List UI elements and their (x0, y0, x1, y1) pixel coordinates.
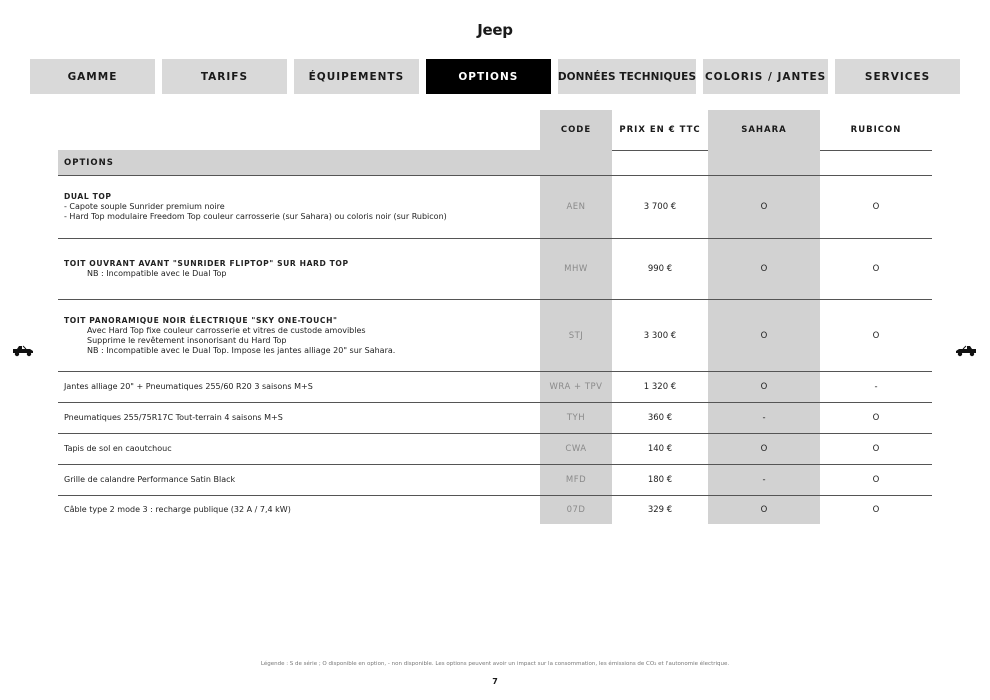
row-code: STJ (568, 330, 584, 341)
row-code: MHW (564, 264, 588, 274)
row-sahara: O (760, 382, 768, 392)
row-price: 140 € (647, 444, 673, 454)
section-shade (58, 150, 612, 175)
table-row (58, 434, 932, 464)
row-description (64, 372, 534, 402)
header-rubicon: RUBICON (850, 125, 902, 135)
jeep-vehicle-icon-right[interactable] (955, 343, 977, 357)
row-rubicon: O (872, 202, 880, 212)
header-sahara: SAHARA (741, 125, 787, 135)
tab-options[interactable]: OPTIONS (426, 59, 551, 94)
row-line: NB : Incompatible avec le Dual Top. Impose les jantes alliage 20" sur Sahara. (87, 345, 396, 355)
row-description (64, 465, 534, 495)
row-line: NB : Incompatible avec le Dual Top (87, 269, 227, 278)
row-line: Jantes alliage 20" + Pneumatiques 255/60 R20 3 saisons M+S (64, 382, 313, 391)
row-line: - Hard Top modulaire Freedom Top couleur carrosserie (sur Sahara) ou coloris noir (sur Rubicon) (64, 212, 447, 221)
table-row (58, 300, 932, 371)
section-shade-sahara (708, 150, 820, 175)
table-row (58, 496, 932, 524)
table-row (58, 372, 932, 402)
table-row (58, 465, 932, 495)
row-line: Câble type 2 mode 3 : recharge publique (32 A / 7,4 kW) (64, 505, 291, 514)
tab-tarifs[interactable]: TARIFS (162, 59, 287, 94)
row-code: TYH (566, 413, 586, 423)
row-price: 329 € (647, 505, 673, 515)
row-price: 1 320 € (643, 382, 677, 392)
row-sahara: O (760, 444, 768, 454)
row-sahara: O (760, 264, 768, 274)
table-row (58, 403, 932, 433)
brand-logo: Jeep (477, 21, 513, 39)
row-line: Grille de calandre Performance Satin Black (64, 475, 236, 484)
header-code: CODE (560, 125, 592, 135)
row-description (64, 496, 534, 524)
page-number: 7 (492, 677, 498, 686)
jeep-vehicle-icon-left[interactable] (12, 343, 34, 357)
tab-services[interactable]: SERVICES (835, 59, 960, 94)
legend-footnote: Légende : S de série ; O disponible en option, - non disponible. Les options peuvent avoir un impact sur la consommation, les émissions de CO₂ et l'autonomie électrique. (260, 661, 730, 667)
tab-gamme[interactable]: GAMME (30, 59, 155, 94)
table-row (58, 176, 932, 238)
row-description (64, 176, 534, 238)
header-price: PRIX EN € TTC (619, 125, 701, 135)
row-description (64, 239, 534, 299)
row-line: Tapis de sol en caoutchouc (64, 444, 172, 453)
row-code: MFD (565, 475, 587, 485)
row-title: TOIT OUVRANT AVANT "SUNRIDER FLIPTOP" SUR HARD TOP (64, 259, 349, 268)
row-rubicon: - (874, 382, 878, 392)
row-price: 3 300 € (643, 330, 677, 341)
row-sahara: O (760, 330, 768, 341)
tab-donnees-techniques[interactable]: DONNÉES TECHNIQUES (558, 59, 696, 94)
row-title: TOIT PANORAMIQUE NOIR ÉLECTRIQUE "SKY ONE-TOUCH" (64, 315, 338, 325)
row-code: WRA + TPV (549, 382, 603, 392)
row-rubicon: O (872, 505, 880, 515)
row-code: 07D (566, 505, 586, 515)
row-price: 360 € (647, 413, 673, 423)
row-sahara: O (760, 202, 768, 212)
row-description (64, 403, 534, 433)
section-row (58, 150, 932, 175)
row-sahara: O (760, 505, 768, 515)
row-title: DUAL TOP (64, 192, 112, 201)
row-rubicon: O (872, 413, 880, 423)
row-line: Pneumatiques 255/75R17C Tout-terrain 4 saisons M+S (64, 413, 283, 422)
row-price: 990 € (647, 264, 673, 274)
row-code: CWA (565, 444, 587, 454)
row-price: 3 700 € (643, 202, 677, 212)
tab-equipements[interactable]: ÉQUIPEMENTS (294, 59, 419, 94)
table-row (58, 239, 932, 299)
row-rubicon: O (872, 330, 880, 341)
row-code: AEN (566, 202, 586, 212)
section-label: OPTIONS (64, 157, 114, 168)
row-line: Avec Hard Top fixe couleur carrosserie et vitres de custode amovibles (87, 325, 366, 335)
row-rubicon: O (872, 264, 880, 274)
row-description (64, 300, 534, 371)
row-line: Supprime le revêtement insonorisant du Hard Top (87, 335, 287, 345)
row-sahara: - (762, 475, 766, 485)
tab-coloris-jantes[interactable]: COLORIS / JANTES (703, 59, 828, 94)
row-rubicon: O (872, 444, 880, 454)
row-line: - Capote souple Sunrider premium noire (64, 202, 225, 211)
tab-bar (30, 59, 960, 94)
row-sahara: - (762, 413, 766, 423)
row-price: 180 € (647, 475, 673, 485)
row-rubicon: O (872, 475, 880, 485)
row-description (64, 434, 534, 464)
